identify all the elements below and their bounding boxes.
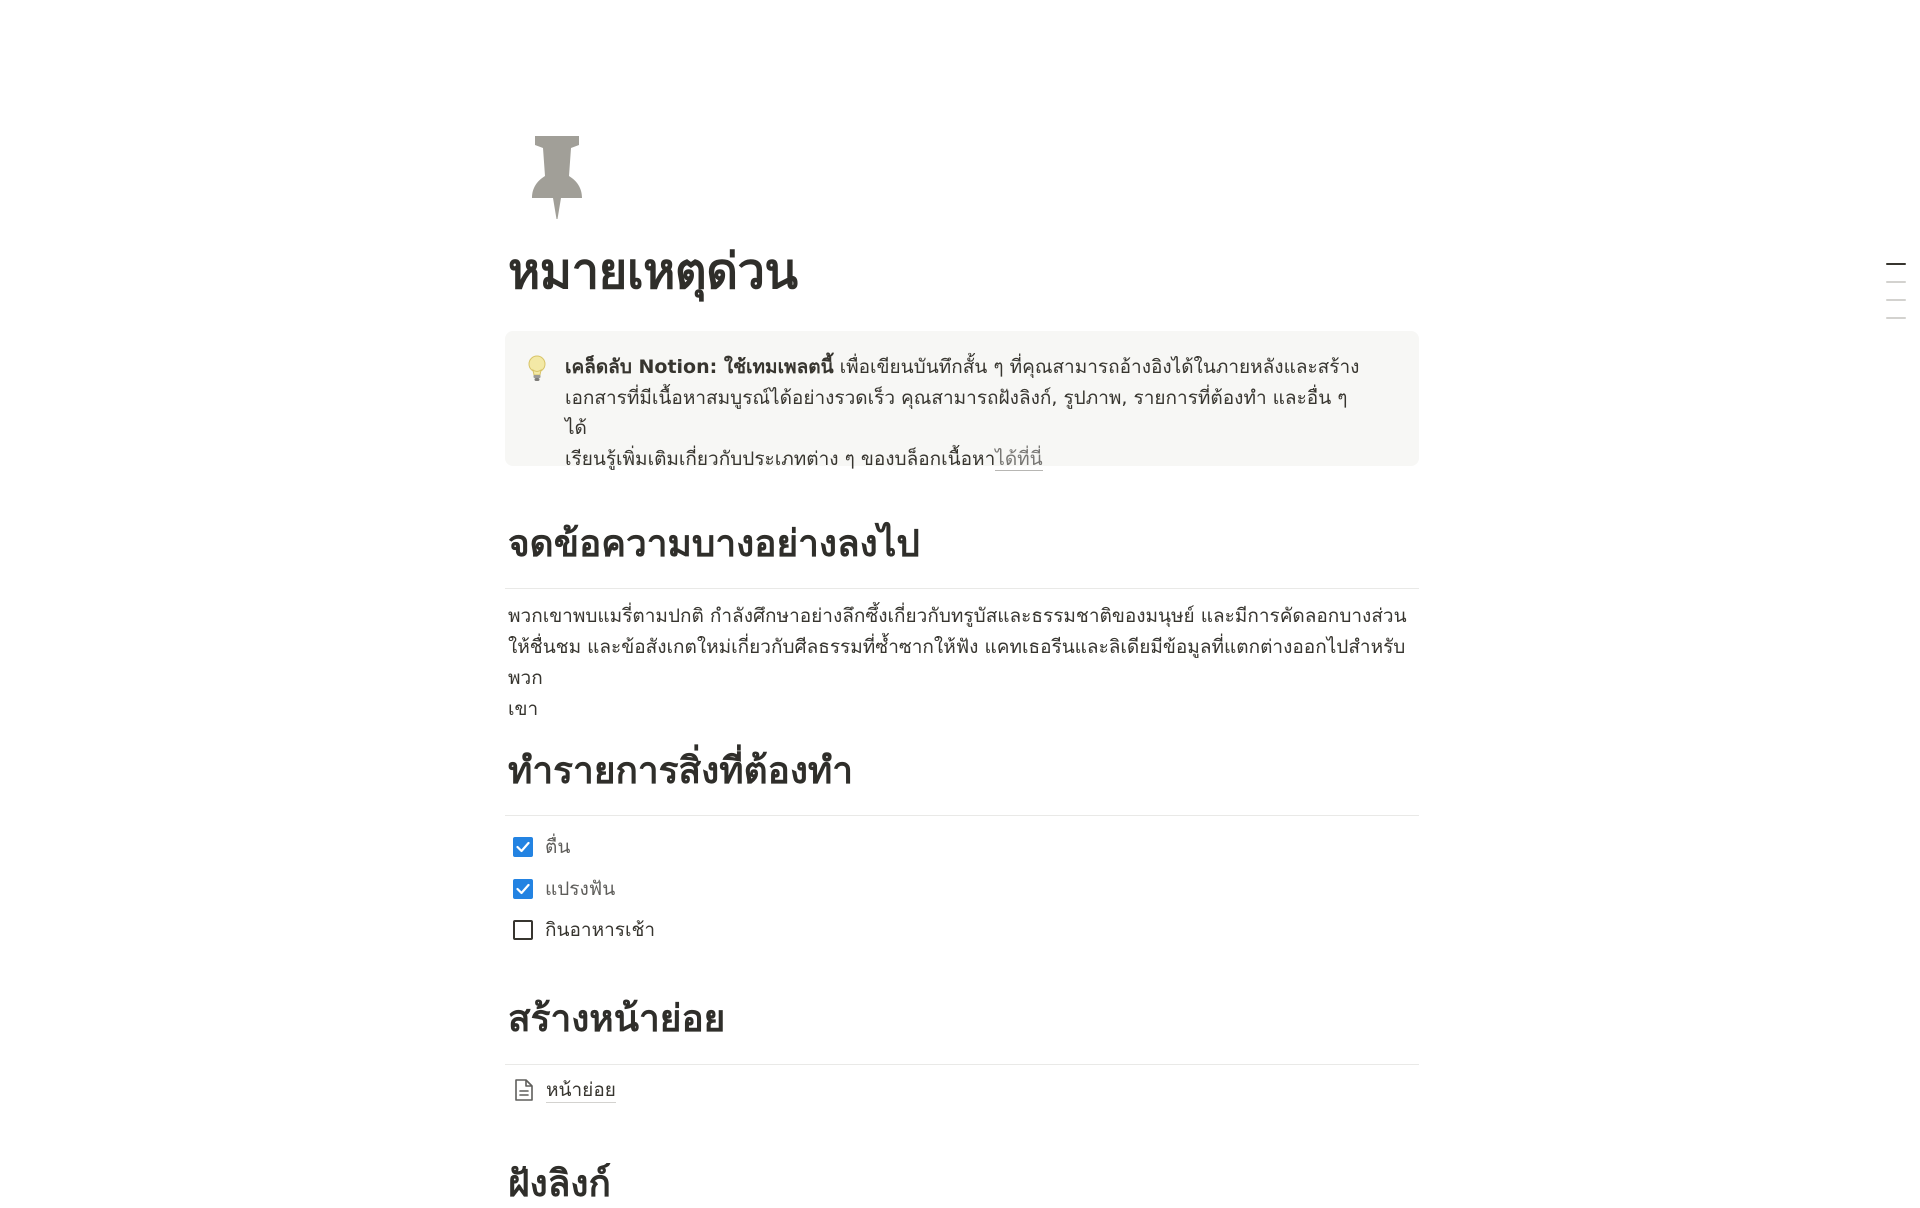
tip-callout[interactable] <box>505 331 1419 470</box>
todo-item[interactable] <box>513 873 615 905</box>
divider <box>505 1064 1419 1065</box>
notes-paragraph[interactable] <box>508 601 1418 725</box>
heading-notes[interactable]: จดข้อความบางอย่างลงไป <box>508 522 920 565</box>
heading-embeds[interactable]: ฝังลิงก์ <box>508 1162 611 1205</box>
lightbulb-icon[interactable] <box>527 355 547 383</box>
divider <box>505 815 1419 816</box>
heading-todos[interactable]: ทำรายการสิ่งที่ต้องทำ <box>508 749 854 792</box>
todo-label[interactable]: ตื่น <box>545 836 571 858</box>
callout-text-line-3: เรียนรู้เพิ่มเติมเกี่ยวกับประเภทต่าง ๆ ของบล็อกเนื้อหา <box>565 447 996 470</box>
toc-mark[interactable] <box>1886 281 1906 283</box>
callout-bold-text: เคล็ดลับ Notion: ใช้เทมเพลตนี้ <box>565 356 834 378</box>
checkbox-unchecked[interactable] <box>513 920 533 940</box>
subpage-label[interactable]: หน้าย่อย <box>546 1078 616 1101</box>
notes-paragraph-line-2: ให้ชื่นชม และข้อสังเกตใหม่เกี่ยวกับศีลธรรมที่ซ้ำซากให้ฟัง แคทเธอรีนและลิเดียมีข้อมูลที่แตกต่างออกไปสำหรับพวก <box>508 636 1406 689</box>
todo-label[interactable]: กินอาหารเช้า <box>545 919 656 941</box>
todo-label[interactable]: แปรงฟัน <box>545 878 616 900</box>
notes-paragraph-line-3: เขา <box>508 698 539 720</box>
heading-subpages[interactable]: สร้างหน้าย่อย <box>508 997 726 1040</box>
subpage-link[interactable] <box>513 1074 616 1106</box>
todo-item[interactable] <box>513 914 655 946</box>
callout-link[interactable]: ได้ที่นี่ <box>995 447 1043 470</box>
callout-text <box>565 352 1365 474</box>
callout-text-line-2: เอกสารที่มีเนื้อหาสมบูรณ์ได้อย่างรวดเร็ว คุณสามารถฝังลิงก์, รูปภาพ, รายการที่ต้องทำ และอื่น ๆ ได้ <box>565 386 1348 439</box>
toc-mark[interactable] <box>1886 299 1906 301</box>
todo-item[interactable] <box>513 831 570 863</box>
divider <box>505 588 1419 589</box>
checkbox-checked[interactable] <box>513 879 533 899</box>
toc-mark[interactable] <box>1886 263 1906 265</box>
checkmark-icon <box>516 841 530 853</box>
notes-paragraph-line-1: พวกเขาพบแมรี่ตามปกติ กำลังศึกษาอย่างลึกซึ้งเกี่ยวกับทรูบัสและธรรมชาติของมนุษย์ และมีการคัดลอกบางส่วน <box>508 605 1407 627</box>
checkmark-icon <box>516 883 530 895</box>
pushpin-icon[interactable] <box>527 132 587 220</box>
toc-mark[interactable] <box>1886 317 1906 319</box>
page-title[interactable]: หมายเหตุด่วน <box>508 243 798 300</box>
checkbox-checked[interactable] <box>513 837 533 857</box>
callout-text-line-1: เพื่อเขียนบันทึกสั้น ๆ ที่คุณสามารถอ้างอิงได้ในภายหลังและสร้าง <box>833 356 1360 378</box>
page-icon <box>513 1078 535 1102</box>
